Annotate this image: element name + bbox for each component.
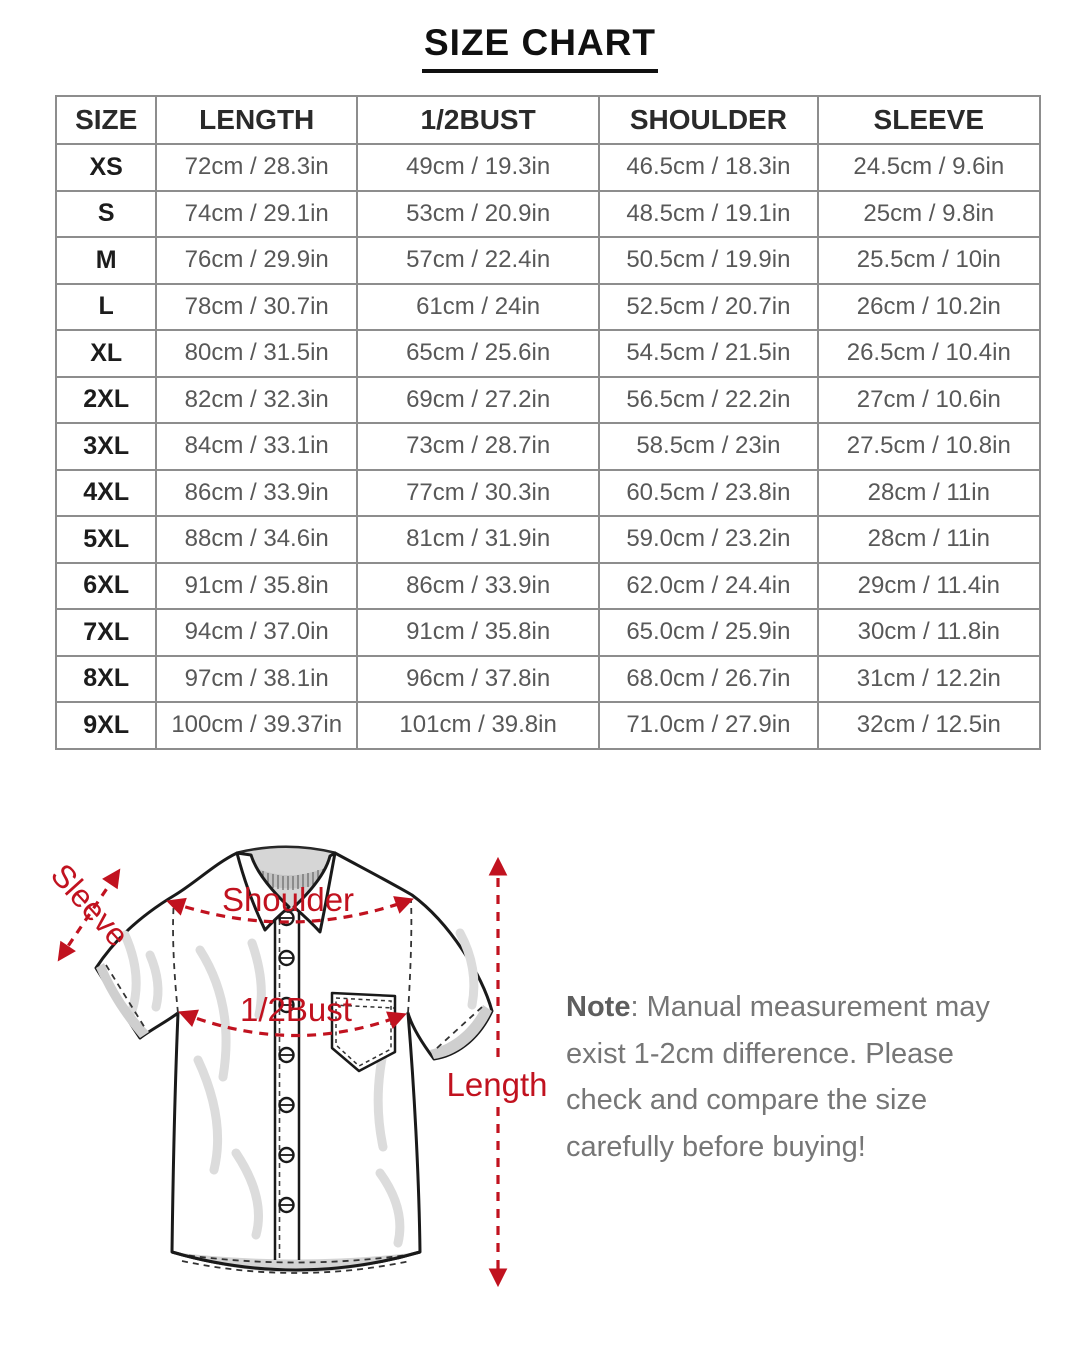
sleeve-label: Sleeve xyxy=(43,856,137,954)
measurement-cell: 31cm / 12.2in xyxy=(818,656,1040,703)
size-cell: XL xyxy=(56,330,156,377)
measurement-cell: 25.5cm / 10in xyxy=(818,237,1040,284)
size-table-body xyxy=(56,144,1040,749)
note-text: : Manual measurement may xyxy=(630,991,990,1023)
table-row xyxy=(56,656,1040,703)
table-row xyxy=(56,563,1040,610)
size-cell: S xyxy=(56,191,156,238)
measurement-cell: 65cm / 25.6in xyxy=(357,330,599,377)
size-cell: 5XL xyxy=(56,516,156,563)
measurement-cell: 68.0cm / 26.7in xyxy=(599,656,817,703)
measurement-cell: 65.0cm / 25.9in xyxy=(599,609,817,656)
table-row xyxy=(56,191,1040,238)
size-cell: XS xyxy=(56,144,156,191)
measurement-cell: 48.5cm / 19.1in xyxy=(599,191,817,238)
measurement-cell: 78cm / 30.7in xyxy=(156,284,357,331)
shoulder-label: Shoulder xyxy=(221,881,355,918)
measurement-cell: 74cm / 29.1in xyxy=(156,191,357,238)
measurement-cell: 29cm / 11.4in xyxy=(818,563,1040,610)
measurement-cell: 72cm / 28.3in xyxy=(156,144,357,191)
table-row xyxy=(56,516,1040,563)
table-row xyxy=(56,237,1040,284)
measurement-cell: 28cm / 11in xyxy=(818,470,1040,517)
measurement-cell: 27.5cm / 10.8in xyxy=(818,423,1040,470)
note-label: Note xyxy=(566,991,631,1023)
note-line: exist 1-2cm difference. Please xyxy=(566,1037,954,1070)
measurement-cell: 82cm / 32.3in xyxy=(156,377,357,424)
measurement-cell: 32cm / 12.5in xyxy=(818,702,1040,749)
table-row xyxy=(56,609,1040,656)
measurement-cell: 58.5cm / 23in xyxy=(599,423,817,470)
shirt-diagram xyxy=(30,815,570,1315)
column-header: SLEEVE xyxy=(818,96,1040,144)
measurement-cell: 26cm / 10.2in xyxy=(818,284,1040,331)
table-row xyxy=(56,377,1040,424)
table-row xyxy=(56,330,1040,377)
column-header: SIZE xyxy=(56,96,156,144)
measurement-cell: 91cm / 35.8in xyxy=(156,563,357,610)
measurement-cell: 81cm / 31.9in xyxy=(357,516,599,563)
size-cell: 4XL xyxy=(56,470,156,517)
measurement-cell: 49cm / 19.3in xyxy=(357,144,599,191)
measurement-cell: 57cm / 22.4in xyxy=(357,237,599,284)
measurement-cell: 96cm / 37.8in xyxy=(357,656,599,703)
measurement-cell: 26.5cm / 10.4in xyxy=(818,330,1040,377)
page-title-text: SIZE CHART xyxy=(422,22,658,73)
size-cell: 2XL xyxy=(56,377,156,424)
measurement-cell: 30cm / 11.8in xyxy=(818,609,1040,656)
measurement-cell: 27cm / 10.6in xyxy=(818,377,1040,424)
measurement-cell: 86cm / 33.9in xyxy=(156,470,357,517)
header-row xyxy=(56,96,1040,144)
measurement-cell: 46.5cm / 18.3in xyxy=(599,144,817,191)
measurement-cell: 52.5cm / 20.7in xyxy=(599,284,817,331)
measurement-cell: 59.0cm / 23.2in xyxy=(599,516,817,563)
note-line: carefully before buying! xyxy=(566,1130,866,1163)
measurement-cell: 100cm / 39.37in xyxy=(156,702,357,749)
size-cell: M xyxy=(56,237,156,284)
column-header: 1/2BUST xyxy=(357,96,599,144)
measurement-note xyxy=(566,984,1052,1170)
measurement-cell: 24.5cm / 9.6in xyxy=(818,144,1040,191)
size-table-header xyxy=(56,96,1040,144)
column-header: LENGTH xyxy=(156,96,357,144)
measurement-cell: 69cm / 27.2in xyxy=(357,377,599,424)
measurement-cell: 77cm / 30.3in xyxy=(357,470,599,517)
measurement-cell: 28cm / 11in xyxy=(818,516,1040,563)
measurement-cell: 86cm / 33.9in xyxy=(357,563,599,610)
page-title xyxy=(0,22,1080,73)
table-row xyxy=(56,144,1040,191)
table-row xyxy=(56,423,1040,470)
size-cell: L xyxy=(56,284,156,331)
measurement-cell: 101cm / 39.8in xyxy=(357,702,599,749)
table-row xyxy=(56,470,1040,517)
measurement-cell: 91cm / 35.8in xyxy=(357,609,599,656)
measurement-cell: 84cm / 33.1in xyxy=(156,423,357,470)
column-header: SHOULDER xyxy=(599,96,817,144)
measurement-cell: 62.0cm / 24.4in xyxy=(599,563,817,610)
half-bust-label: 1/2Bust xyxy=(240,991,352,1028)
measurement-cell: 54.5cm / 21.5in xyxy=(599,330,817,377)
measurement-cell: 94cm / 37.0in xyxy=(156,609,357,656)
measurement-cell: 76cm / 29.9in xyxy=(156,237,357,284)
measurement-cell: 25cm / 9.8in xyxy=(818,191,1040,238)
measurement-cell: 50.5cm / 19.9in xyxy=(599,237,817,284)
note-line: check and compare the size xyxy=(566,1084,928,1116)
note-line xyxy=(566,984,1052,1031)
measurement-cell: 88cm / 34.6in xyxy=(156,516,357,563)
size-cell: 3XL xyxy=(56,423,156,470)
table-row xyxy=(56,702,1040,749)
measurement-cell: 60.5cm / 23.8in xyxy=(599,470,817,517)
length-label: Length xyxy=(446,1066,548,1103)
size-cell: 9XL xyxy=(56,702,156,749)
measurement-cell: 80cm / 31.5in xyxy=(156,330,357,377)
table-row xyxy=(56,284,1040,331)
measurement-cell: 71.0cm / 27.9in xyxy=(599,702,817,749)
size-table xyxy=(55,95,1041,750)
measurement-cell: 97cm / 38.1in xyxy=(156,656,357,703)
size-cell: 7XL xyxy=(56,609,156,656)
measurement-cell: 61cm / 24in xyxy=(357,284,599,331)
size-cell: 6XL xyxy=(56,563,156,610)
measurement-cell: 53cm / 20.9in xyxy=(357,191,599,238)
measurement-cell: 56.5cm / 22.2in xyxy=(599,377,817,424)
measurement-cell: 73cm / 28.7in xyxy=(357,423,599,470)
size-cell: 8XL xyxy=(56,656,156,703)
